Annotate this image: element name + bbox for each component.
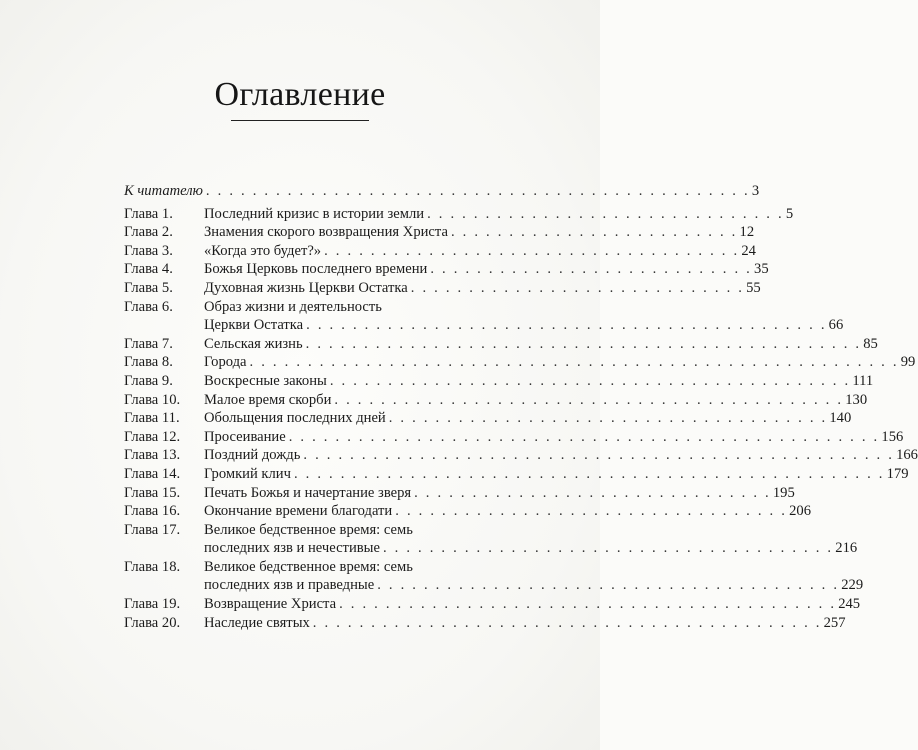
toc-entry-chapter-7[interactable] [124, 335, 878, 354]
toc-entry-page: 216 [835, 540, 858, 557]
page-title: Оглавление [214, 76, 386, 113]
toc-entry-title: Окончание времени благодати [204, 503, 393, 520]
toc-entry-page: 3 [751, 183, 760, 199]
toc-entry-chapter-17[interactable] [124, 521, 482, 540]
chapter-number: Глава 6. [124, 298, 173, 315]
toc-entry-title: Печать Божья и начертание зверя [204, 484, 412, 501]
toc-entry-page: 24 [741, 242, 756, 259]
toc-entry-chapter-10[interactable] [124, 391, 868, 410]
chapter-number: Глава 12. [124, 428, 181, 445]
toc-entry-title: Последний кризис в истории земли [204, 205, 425, 222]
toc-entry-chapter-1[interactable] [124, 205, 794, 224]
toc-entry-chapter-14[interactable] [124, 465, 909, 484]
chapter-number: Глава 19. [124, 596, 181, 613]
dot-leader: . . . . . . . . . . . . . . . . . . . . . . . . . . . . . . . . . . . . . . . . . . . . . . . . [305, 335, 862, 352]
dot-leader: . . . . . . . . . . . . . . . . . . . . . . . . . [450, 224, 738, 241]
dot-leader: . . . . . . . . . . . . . . . . . . . . . . . . . . . . . . . . . . . . . . . . . . . . . [329, 372, 851, 389]
toc-entry-title: Возвращение Христа [204, 596, 337, 613]
chapter-number: Глава 8. [124, 354, 173, 371]
toc-entry-chapter-5[interactable] [124, 279, 761, 298]
toc-entry-chapter-20[interactable] [124, 614, 846, 633]
toc-entry-title: Громкий клич [204, 465, 291, 482]
toc-entry-chapter-17-continued[interactable] [124, 539, 858, 558]
toc-entry-chapter-13[interactable] [124, 446, 918, 465]
toc-entry-page: 195 [772, 484, 795, 501]
toc-entry-title: Великое бедственное время: семь [204, 521, 413, 538]
dot-leader: . . . . . . . . . . . . . . . . . . . . . . . . . . . . . . . . . . . . . . . . . . . . . . . [205, 183, 750, 199]
chapter-number: Глава 10. [124, 391, 181, 408]
toc-entry-page: 66 [828, 317, 844, 334]
toc-entry-title: Образ жизни и деятельность [204, 298, 382, 315]
chapter-number: Глава 3. [124, 242, 173, 259]
dot-leader: . . . . . . . . . . . . . . . . . . . . . . . . . . . . . . . . . . . . . . . . [377, 577, 840, 594]
toc-entry-title: Наследие святых [204, 614, 310, 631]
chapter-number: Глава 17. [124, 521, 181, 538]
chapter-number: Глава 7. [124, 335, 173, 352]
dot-leader: . . . . . . . . . . . . . . . . . . . . . . . . . . . . . . . . . . . . . . [388, 410, 828, 427]
toc-entry-chapter-6[interactable] [124, 298, 482, 317]
dot-leader: . . . . . . . . . . . . . . . . . . . . . . . . . . . . . . . . . . . . . . . . . . . . . . . . . . . . . . . . [249, 354, 899, 371]
toc-entry-title: Знамения скорого возвращения Христа [204, 224, 448, 241]
dot-leader: . . . . . . . . . . . . . . . . . . . . . . . . . . . . . . . [427, 205, 784, 222]
chapter-number: Глава 20. [124, 614, 181, 631]
toc-entry-chapter-16[interactable] [124, 502, 811, 521]
toc-entry-chapter-18[interactable] [124, 558, 482, 577]
toc-entry-page: 12 [739, 224, 755, 241]
table-of-contents [124, 182, 918, 632]
dot-leader: . . . . . . . . . . . . . . . . . . . . . . . . . . . . . . . . . . . . . . . . . . . . . . . . . . . [293, 465, 885, 482]
toc-entry-chapter-15[interactable] [124, 484, 795, 503]
toc-entry-page: 245 [838, 596, 861, 613]
toc-entry-title-continued: последних язв и праведные [204, 577, 375, 594]
dot-leader: . . . . . . . . . . . . . . . . . . . . . . . . . . . . . . . . . . . . . . . . . . . [339, 596, 837, 613]
toc-entry-chapter-19[interactable] [124, 595, 861, 614]
dot-leader: . . . . . . . . . . . . . . . . . . . . . . . . . . . . . . . . . . . . . . . . . . . . . . . . . . . [303, 447, 895, 464]
dot-leader: . . . . . . . . . . . . . . . . . . . . . . . . . . . . . [410, 279, 745, 296]
toc-entry-title: Просеивание [204, 428, 286, 445]
chapter-number: Глава 2. [124, 224, 173, 241]
dot-leader: . . . . . . . . . . . . . . . . . . . . . . . . . . . . . . . . . . . . . . . [382, 540, 834, 557]
toc-entry-chapter-6-continued[interactable] [124, 316, 844, 335]
dot-leader: . . . . . . . . . . . . . . . . . . . . . . . . . . . . . . . . . . . . [324, 242, 740, 259]
toc-entry-page: 257 [823, 614, 846, 631]
dot-leader: . . . . . . . . . . . . . . . . . . . . . . . . . . . . . . . . . . . . . . . . . . . . [334, 391, 844, 408]
chapter-number: Глава 13. [124, 447, 181, 464]
toc-entry-title: Обольщения последних дней [204, 410, 386, 427]
toc-entry-chapter-8[interactable] [124, 353, 916, 372]
toc-entry-page: 166 [896, 447, 918, 464]
chapter-number: Глава 11. [124, 410, 180, 427]
toc-entry-chapter-12[interactable] [124, 428, 904, 447]
chapter-number: Глава 9. [124, 372, 173, 389]
toc-entry-page: 130 [845, 391, 868, 408]
toc-entry-title: Воскресные законы [204, 372, 327, 389]
toc-entry-title: К читателю [124, 183, 203, 199]
chapter-number: Глава 14. [124, 465, 181, 482]
toc-entry-page: 229 [841, 577, 864, 594]
toc-entry-title: Духовная жизнь Церкви Остатка [204, 279, 408, 296]
toc-entry-preface[interactable] [124, 182, 760, 201]
toc-entry-chapter-4[interactable] [124, 260, 769, 279]
toc-entry-title-continued: Церкви Остатка [204, 317, 304, 334]
dot-leader: . . . . . . . . . . . . . . . . . . . . . . . . . . . . . . . . . . . . . . . . . . . . . [306, 317, 827, 334]
chapter-number: Глава 18. [124, 558, 181, 575]
toc-entry-page: 111 [852, 372, 874, 389]
toc-entry-chapter-9[interactable] [124, 372, 874, 391]
chapter-number: Глава 4. [124, 261, 173, 278]
toc-entry-page: 179 [886, 465, 909, 482]
chapter-number: Глава 5. [124, 279, 173, 296]
toc-entry-chapter-18-continued[interactable] [124, 576, 864, 595]
toc-entry-page: 85 [863, 335, 878, 352]
toc-entry-title: Города [204, 354, 247, 371]
toc-entry-page: 99 [900, 354, 916, 371]
chapter-number: Глава 15. [124, 484, 181, 501]
toc-entry-page: 140 [829, 410, 852, 427]
toc-entry-page: 5 [785, 205, 794, 222]
dot-leader: . . . . . . . . . . . . . . . . . . . . . . . . . . . . [430, 261, 753, 278]
dot-leader: . . . . . . . . . . . . . . . . . . . . . . . . . . . . . . . . . . . . . . . . . . . . [312, 614, 822, 631]
toc-entry-title: «Когда это будет?» [204, 242, 322, 259]
chapter-number: Глава 16. [124, 503, 181, 520]
chapter-number: Глава 1. [124, 205, 173, 222]
toc-entry-chapter-3[interactable] [124, 242, 756, 261]
toc-entry-page: 55 [746, 279, 761, 296]
dot-leader: . . . . . . . . . . . . . . . . . . . . . . . . . . . . . . . [414, 484, 771, 501]
toc-entry-page: 156 [881, 428, 904, 445]
toc-entry-title: Малое время скорби [204, 391, 332, 408]
toc-entry-title: Поздний дождь [204, 447, 301, 464]
toc-entry-page: 206 [789, 503, 811, 520]
toc-entry-chapter-2[interactable] [124, 223, 755, 242]
dot-leader: . . . . . . . . . . . . . . . . . . . . . . . . . . . . . . . . . . [395, 503, 788, 520]
toc-entry-title-continued: последних язв и нечестивые [204, 540, 380, 557]
title-underline [231, 120, 369, 121]
toc-entry-title: Божья Церковь последнего времени [204, 261, 428, 278]
toc-entry-title: Сельская жизнь [204, 335, 303, 352]
toc-entry-chapter-11[interactable] [124, 409, 852, 428]
dot-leader: . . . . . . . . . . . . . . . . . . . . . . . . . . . . . . . . . . . . . . . . . . . . . . . . . . . [288, 428, 880, 445]
toc-entry-title: Великое бедственное время: семь [204, 558, 413, 575]
toc-entry-page: 35 [754, 261, 769, 278]
